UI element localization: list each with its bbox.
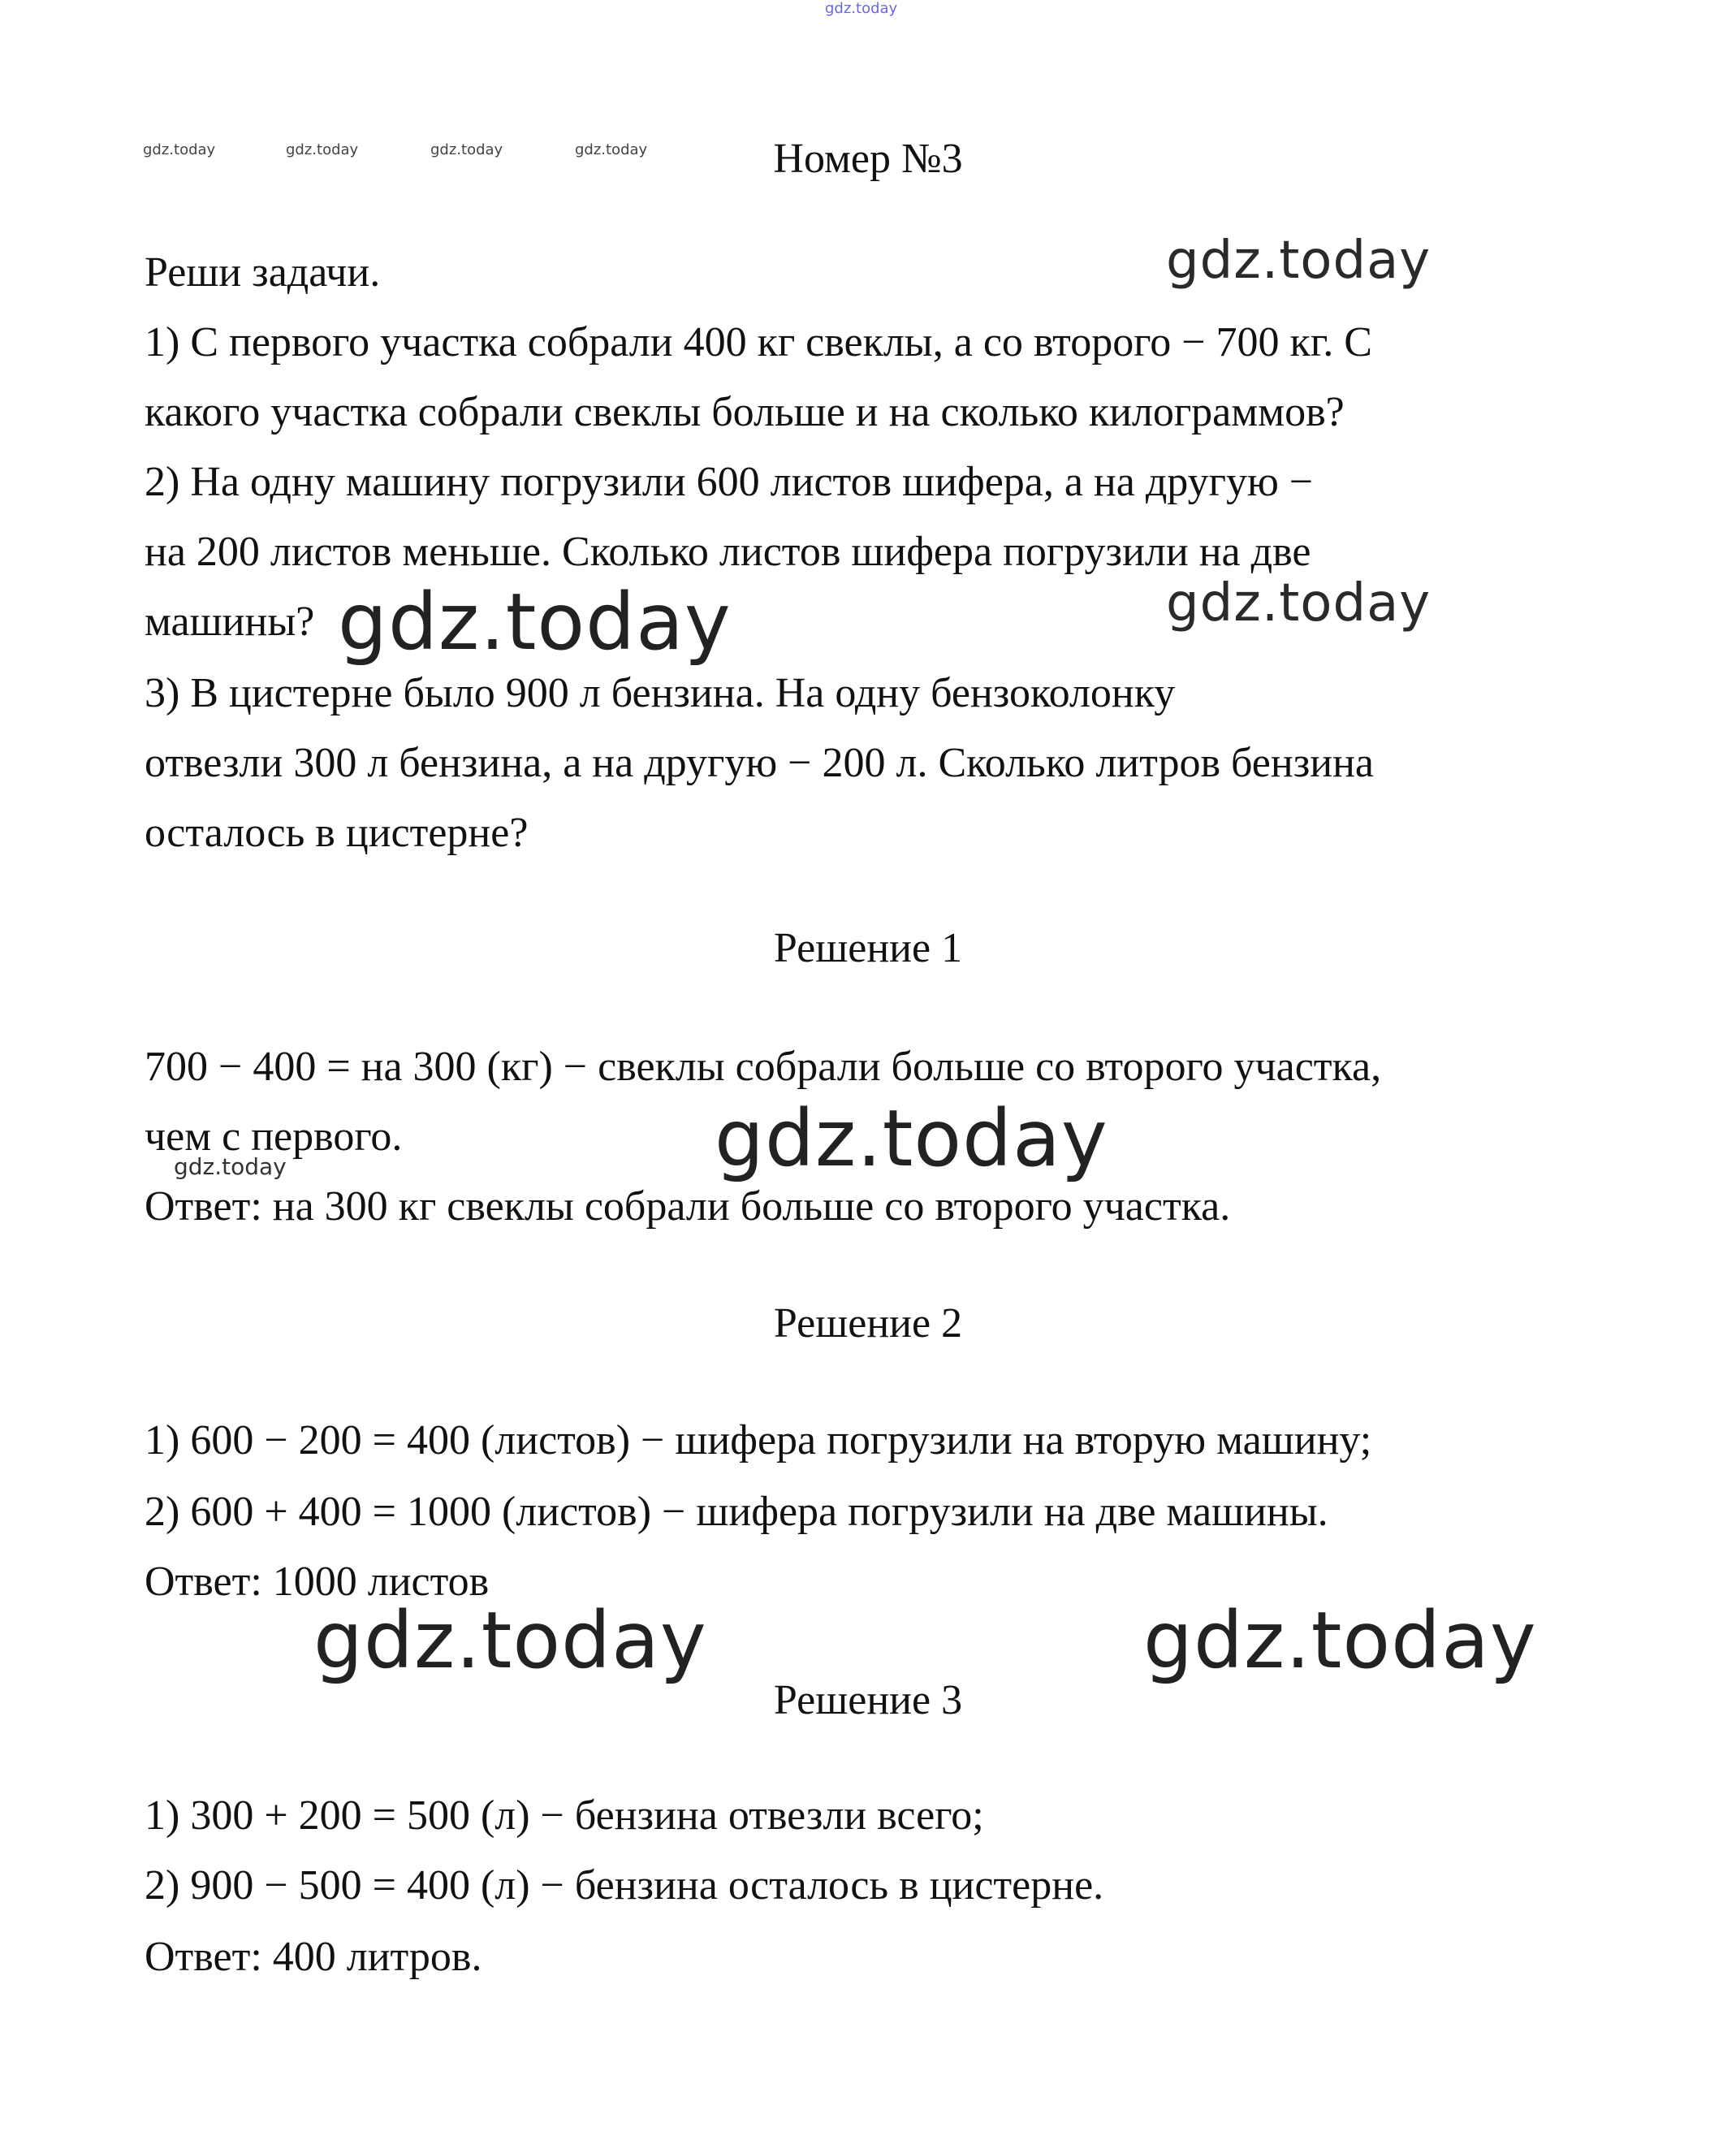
watermark-tiny-4: gdz.today [575,141,648,158]
task-line: машины? [145,599,315,645]
page-title: Номер №3 [773,136,963,182]
watermark-tiny-2: gdz.today [286,141,359,158]
watermark-large-1: gdz.today [338,577,732,668]
solution-2-answer: Ответ: 1000 листов [145,1559,490,1605]
solution-1-line: чем с первого. [145,1113,403,1160]
watermark-top: gdz.today [825,0,898,17]
watermark-large-3: gdz.today [313,1595,707,1686]
solution-2-heading: Решение 2 [773,1300,963,1347]
task-line: 1) С первого участка собрали 400 кг свеклы, а со второго − 700 кг. С [145,319,1372,365]
task-line: отвезли 300 л бензина, а на другую − 200 л. Сколько литров бензина [145,740,1374,786]
task-line: на 200 листов меньше. Сколько листов шифера погрузили на две [145,529,1311,575]
watermark-medium-2: gdz.today [1166,573,1432,633]
watermark-tiny-3: gdz.today [430,141,503,158]
solution-3-answer: Ответ: 400 литров. [145,1934,482,1980]
watermark-tiny-1: gdz.today [143,141,216,158]
task-line: 3) В цистерне было 900 л бензина. На одну бензоколонку [145,670,1176,716]
task-line: осталось в цистерне? [145,810,529,856]
solution-3-heading: Решение 3 [773,1677,963,1723]
solution-1-line: 700 − 400 = на 300 (кг) − свеклы собрали больше со второго участка, [145,1044,1382,1090]
watermark-large-4: gdz.today [1143,1595,1537,1686]
solution-1-answer: Ответ: на 300 кг свеклы собрали больше со второго участка. [145,1183,1231,1230]
watermark-small: gdz.today [174,1153,287,1180]
solution-3-line: 1) 300 + 200 = 500 (л) − бензина отвезли всего; [145,1792,984,1839]
task-line: какого участка собрали свеклы больше и на сколько килограммов? [145,389,1345,435]
solution-1-heading: Решение 1 [773,925,963,971]
watermark-medium-1: gdz.today [1166,231,1432,291]
watermark-large-2: gdz.today [715,1093,1108,1184]
task-line: 2) На одну машину погрузили 600 листов шифера, а на другую − [145,459,1314,505]
solution-2-line: 2) 600 + 400 = 1000 (листов) − шифера погрузили на две машины. [145,1489,1328,1535]
task-intro: Реши задачи. [145,249,381,296]
solution-3-line: 2) 900 − 500 = 400 (л) − бензина осталось в цистерне. [145,1862,1104,1909]
solution-2-line: 1) 600 − 200 = 400 (листов) − шифера погрузили на вторую машину; [145,1417,1372,1463]
